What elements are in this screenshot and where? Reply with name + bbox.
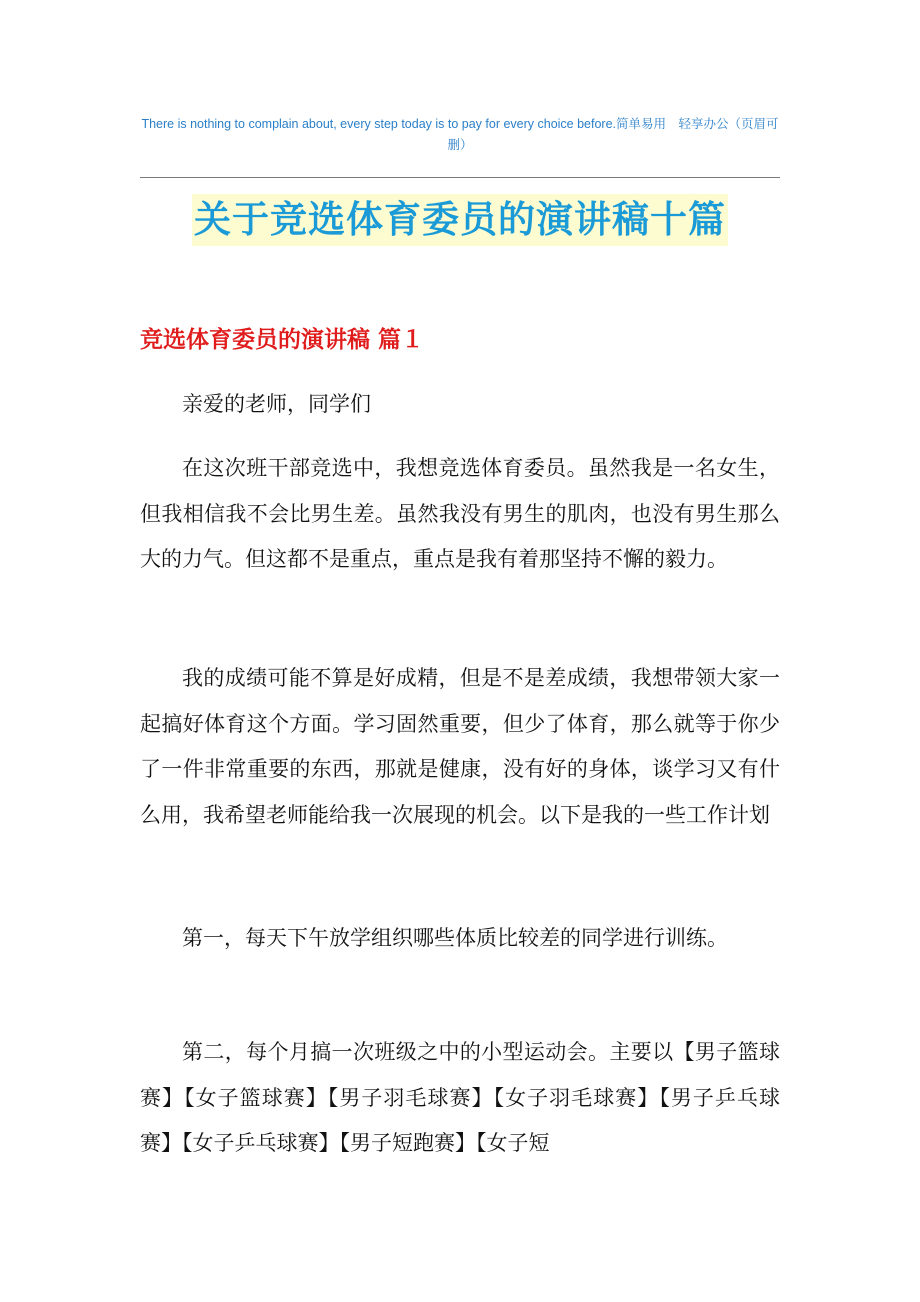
header-divider bbox=[140, 177, 780, 178]
section-heading: 竞选体育委员的演讲稿 篇１ bbox=[140, 327, 425, 353]
document-title: 关于竞选体育委员的演讲稿十篇 bbox=[192, 194, 728, 246]
paragraph-intro: 在这次班干部竞选中，我想竞选体育委员。虽然我是一名女生，但我相信我不会比男生差。虽然我没有男生的肌肉，也没有男生那么大的力气。但这都不是重点，重点是我有着那坚持不懈的毅力。 bbox=[140, 456, 780, 571]
paragraph-plan-second: 第二，每个月搞一次班级之中的小型运动会。主要以【男子篮球赛】【女子篮球赛】【男子羽毛球赛】【女子羽毛球赛】【男子乒乓球赛】【女子乒乓球赛】【男子短跑赛】【女子短 bbox=[140, 1040, 780, 1155]
paragraph-plan-first: 第一，每天下午放学组织哪些体质比较差的同学进行训练。 bbox=[182, 926, 728, 950]
title-container bbox=[0, 194, 920, 246]
page-header-text: There is nothing to complain about, every step today is to pay for every choice before.简单易用 轻享办公（页眉可删） bbox=[141, 117, 779, 152]
paragraph-motivation: 我的成绩可能不算是好成精，但是不是差成绩，我想带领大家一起搞好体育这个方面。学习固然重要，但少了体育，那么就等于你少了一件非常重要的东西，那就是健康，没有好的身体，谈学习又有什么用，我希望老师能给我一次展现的机会。以下是我的一些工作计划 bbox=[140, 666, 780, 827]
paragraph-greeting: 亲爱的老师，同学们 bbox=[182, 392, 371, 416]
